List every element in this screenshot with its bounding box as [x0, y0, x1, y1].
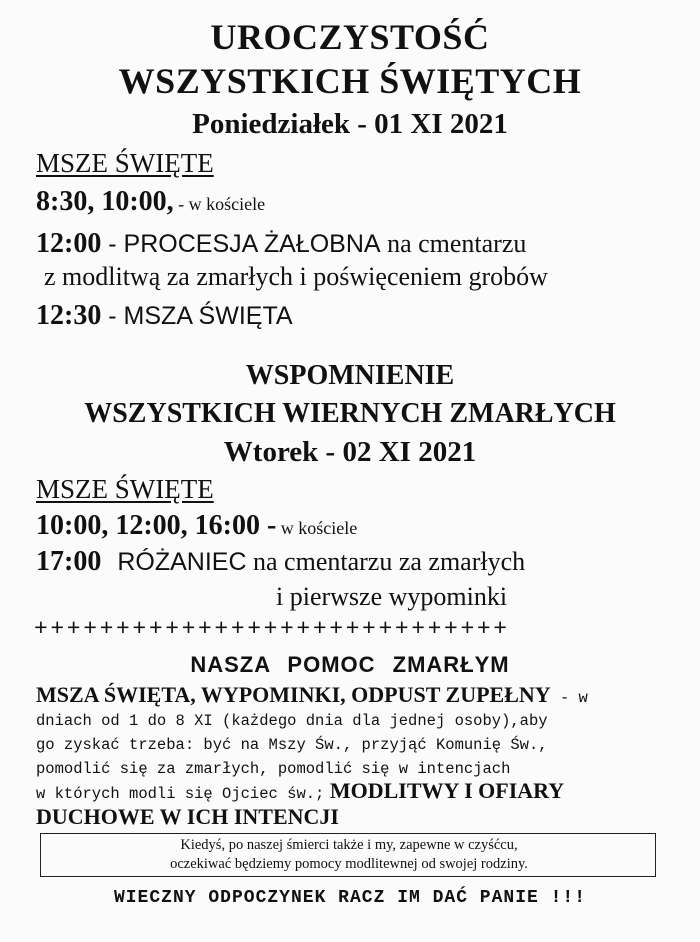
- note-box: [40, 833, 656, 877]
- plus-separator: +++++++++++++++++++++++++++++: [34, 616, 510, 642]
- title-all-saints-line2: WSZYSTKICH ŚWIĘTYCH: [118, 61, 582, 101]
- rosary-place: na cmentarzu za zmarłych: [246, 547, 526, 576]
- mass-row-1230: [36, 300, 293, 332]
- help-line3: go zyskać trzeba: być na Mszy Św., przyjąć Komunię Św.,: [36, 736, 548, 754]
- rosary-time: 17:00: [36, 546, 102, 577]
- masses-row-day2: [36, 510, 357, 542]
- mass-sep-1230: -: [101, 302, 124, 330]
- help-line6: DUCHOWE W ICH INTENCJI: [36, 804, 339, 829]
- mass-name-1230: MSZA ŚWIĘTA: [123, 302, 293, 330]
- help-line2: dniach od 1 do 8 XI (każdego dnia dla jednej osoby),aby: [36, 712, 548, 730]
- masses-place-day2: w kościele: [276, 518, 358, 538]
- help-line5-bold: MODLITWY I OFIARY: [324, 778, 565, 803]
- procession-time: 12:00: [36, 228, 102, 259]
- help-title: NASZA POMOC ZMARŁYM: [190, 652, 510, 677]
- help-line1: [36, 682, 588, 708]
- rosary-row: [36, 546, 525, 578]
- masses-times-day1: 8:30, 10:00,: [36, 186, 174, 217]
- procession-place: na cmentarzu: [380, 229, 527, 258]
- procession-sep: -: [101, 230, 124, 258]
- procession-name: PROCESJA ŻAŁOBNA: [123, 230, 381, 258]
- help-line1-bold: MSZA ŚWIĘTA, WYPOMINKI, ODPUST ZUPEŁNY: [36, 682, 551, 707]
- closing-prayer: WIECZNY ODPOCZYNEK RACZ IM DAĆ PANIE !!!: [113, 888, 587, 908]
- help-line4: pomodlić się za zmarłych, pomodlić się w intencjach: [36, 760, 511, 778]
- title-all-saints-line1: UROCZYSTOŚĆ: [210, 17, 490, 57]
- masses-times-day2: 10:00, 12:00, 16:00 -: [36, 510, 277, 541]
- help-line1-rest: - w: [550, 689, 588, 707]
- title-all-souls-line1: WSPOMNIENIE: [245, 360, 455, 391]
- rosary-name: RÓŻANIEC: [117, 548, 247, 576]
- help-line5: [36, 778, 564, 804]
- date-day1: Poniedziałek - 01 XI 2021: [192, 108, 508, 140]
- procession-line2: z modlitwą za zmarłych i poświęceniem grobów: [44, 262, 548, 291]
- note-line1: Kiedyś, po naszej śmierci także i my, zapewne w czyśćcu,: [180, 837, 518, 853]
- note-line2: oczekiwać będziemy pomocy modlitewnej od swojej rodziny.: [170, 856, 528, 872]
- masses-heading-day2: MSZE ŚWIĘTE: [36, 474, 214, 504]
- rosary-line2: i pierwsze wypominki: [276, 582, 508, 611]
- help-line5-mono: w których modli się Ojciec św.;: [36, 785, 325, 803]
- masses-heading-day1: MSZE ŚWIĘTE: [36, 148, 214, 178]
- procession-row: [36, 228, 526, 260]
- title-all-souls-line2: WSZYSTKICH WIERNYCH ZMARŁYCH: [84, 398, 616, 429]
- masses-place-day1: - w kościele: [173, 194, 266, 214]
- mass-time-1230: 12:30: [36, 300, 102, 331]
- date-day2: Wtorek - 02 XI 2021: [223, 436, 477, 468]
- masses-row-day1: [36, 186, 265, 218]
